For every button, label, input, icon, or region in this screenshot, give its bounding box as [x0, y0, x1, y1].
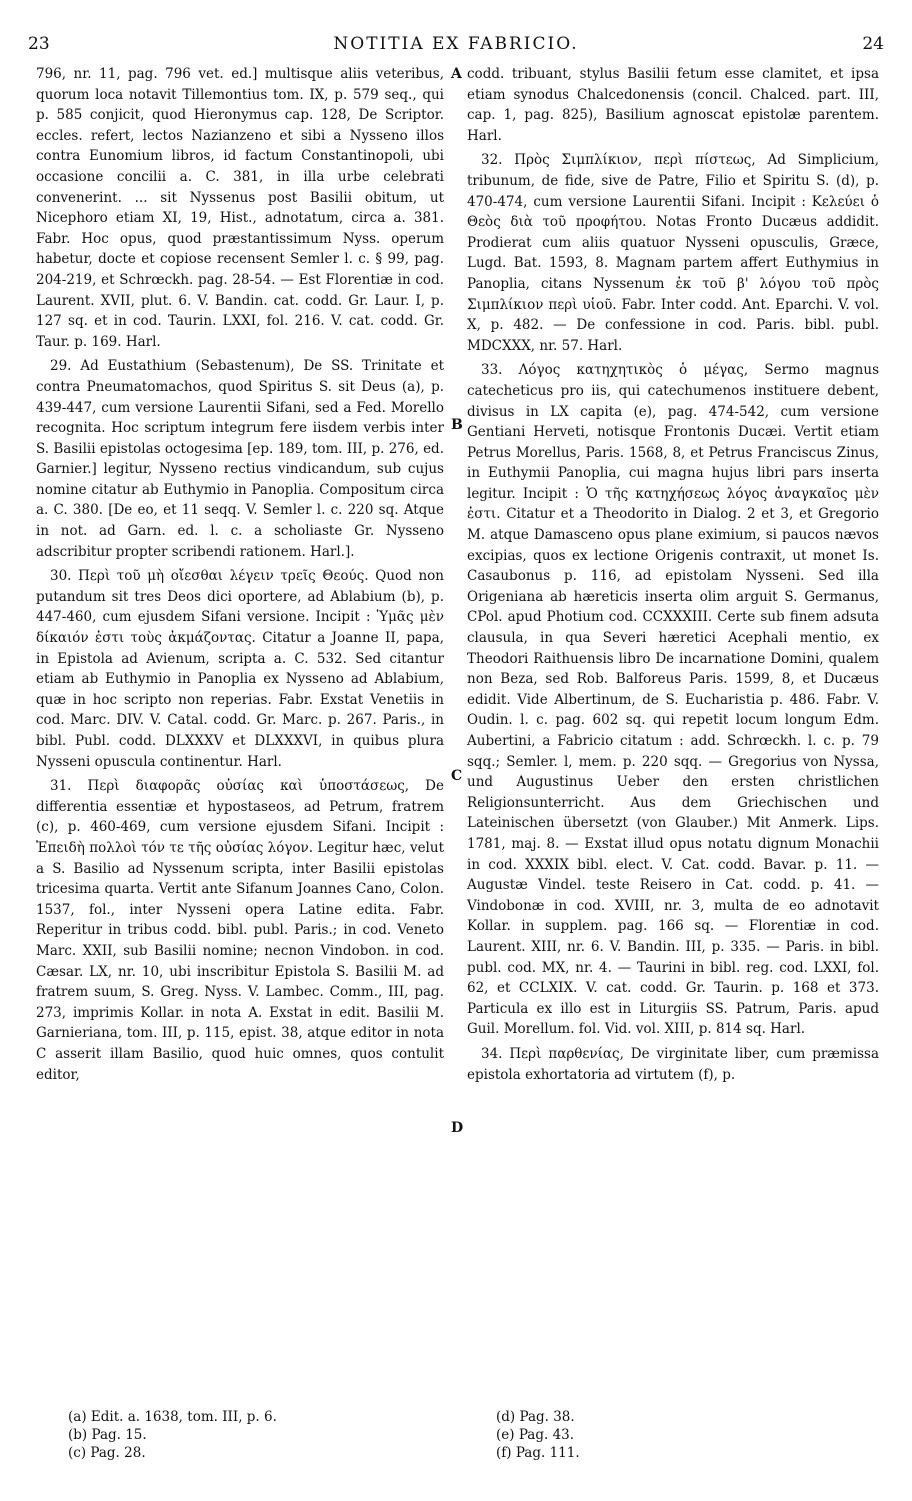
footnote: (b) Pag. 15.	[68, 1427, 147, 1443]
entry-30: 30. Περὶ τοῦ μὴ οἴεσθαι λέγειν τρεῖς Θεούς. Quod non putandum sit tres Deos dici oportere, ad Ablabium (b), p. 447-460, cum ejusdem Sifani versione. Incipit : Ὑμᾶς μὲν δίκαιόν ἐστι τοὺς ἀκμάζοντας. Citatur a Joanne II, papa, in Epistola ad Avienum, scripta a. C. 532. Sed citantur etiam ab Euthymio in Panoplia ex Nysseno ad Ablabium, quæ in hoc scripto non reperias. Fabr. Exstat Venetiis in cod. Marc. DIV. V. Catal. codd. Gr. Marc. p. 267. Paris., in bibl. Publ. codd. DLXXXV et DLXXXVI, in quibus plura Nysseni opuscula continentur. Harl.	[36, 568, 444, 770]
page-title: NOTITIA EX FABRICIO.	[333, 34, 579, 54]
footnote: (a) Edit. a. 1638, tom. III, p. 6.	[68, 1409, 277, 1425]
right-column	[467, 64, 879, 1085]
footnotes-left	[68, 1408, 277, 1462]
margin-marker-a: A	[451, 66, 462, 82]
running-header	[28, 34, 884, 58]
entry-31: 31. Περὶ διαφορᾶς οὐσίας καὶ ὑποστάσεως, De differentia essentiæ et hypostaseos, ad Petrum, fratrem (c), p. 460-469, cum versione ejusdem Sifani. Incipit : Ἐπειδὴ πολλοὶ τόν τε τῆς οὐσίας λόγον. Legitur hæc, velut a S. Basilio ad Nyssenum scripta, inter Basilii epistolas tricesima quarta. Vertit ante Sifanum Joannes Cano, Colon. 1537, fol., inter Nysseni opera Latine edita. Fabr. Reperitur in tribus codd. bibl. publ. Paris.; in cod. Veneto Marc. XXII, sub Basilii nomine; necnon Vindobon. in cod. Cæsar. LX, nr. 10, ubi inscribitur Epistola S. Basilii M. ad fratrem suum, S. Greg. Nyss. V. Lambec. Comm., III, pag. 273, imprimis Kollar. in nota A. Exstat in edit. Basilii M. Garnieriana, tom. III, p. 115, epist. 38, atque editor in nota C asserit illam Basilio, quod huic omnes, quos contulit editor,	[36, 778, 444, 1083]
paragraph-continuation: codd. tribuant, stylus Basilii fetum esse clamitet, et ipsa etiam synodus Chalcedonensis (concil. Chalced. part. III, cap. 1, pag. 825), Basilium agnoscat epistolæ parentem. Harl.	[467, 66, 879, 144]
margin-marker-c: C	[451, 768, 463, 784]
footnote: (e) Pag. 43.	[496, 1427, 575, 1443]
entry-33: 33. Λόγος κατηχητικὸς ὁ μέγας, Sermo magnus catecheticus pro iis, qui catechumenos instituere debent, divisus in LX capita (e), pag. 474-542, cum versione Gentiani Herveti, notisque Frontonis Ducæi. Vertit etiam Petrus Morellus, Paris. 1568, 8, et Petrus Franciscus Zinus, in Euthymii Panoplia, cui magna hujus libri pars inserta legitur. Incipit : Ὁ τῆς κατηχήσεως λόγος ἀναγκαῖος μὲν ἐστι. Citatur et a Theodorito in Dialog. 2 et 3, et Gregorio M. atque Damasceno opus plane eximium, si paucos nævos excipias, quos ex lectione Origenis contraxit, ut monet Is. Casaubonus p. 116, ad epistolam Nysseni. Sed illa Origeniana ab hæreticis inserta olim arguit S. Germanus, CPol. apud Photium cod. CCXXXIII. Certe sub finem adsuta clausula, in qua Severi hæretici Acephali mentio, ex Theodori Raithuensis libro De incarnatione Domini, qualem non Beza, sed Rob. Balforeus Paris. 1599, 8, et Ducæus edidit. Vide Albertinum, de S. Eucharistia p. 486. Fabr. V. Oudin. l. c. pag. 602 sq. qui repetit locum longum Edm. Aubertini, a Fabricio citatum : add. Schrœckh. l. c. p. 79 sqq.; Semler. l, mem. p. 220 sqq. — Gregorius von Nyssa, und Augustinus Ueber den ersten christlichen Religionsunterricht. Aus dem Griechischen und Lateinischen übersetzt (von Glauber.) Mit Anmerk. Lips. 1781, maj. 8. — Exstat illud opus notatu dignum Monachii in cod. XXXIX bibl. elect. V. Cat. codd. Bavar. p. 11. — Augustæ Vindel. teste Reisero in Cat. codd. p. 41. — Vindobonæ in cod. XVIII, nr. 3, multa de eo adnotavit Kollar. in supplem. pag. 166 sq. — Florentiæ in cod. Laurent. XIII, nr. 6. V. Bandin. III, p. 335. — Paris. in bibl. publ. cod. MX, nr. 4. — Taurini in bibl. reg. cod. LXXI, fol. 62, et CCLXIX. V. cat. codd. Gr. Taurin. p. 168 et 373. Particula ex illo est in Liturgiis SS. Patrum, Paris. apud Guil. Morellum. fol. Vid. vol. XIII, p. 814 sq. Harl.	[467, 362, 879, 1038]
margin-marker-d: D	[451, 1120, 464, 1136]
entry-29: 29. Ad Eustathium (Sebastenum), De SS. Trinitate et contra Pneumatomachos, quod Spiritus S. sit Deus (a), p. 439-447, cum versione Laurentii Sifani, sed a Fed. Morello recognita. Hoc scriptum integrum fere iisdem verbis inter S. Basilii epistolas octogesima [ep. 189, tom. III, p. 276, ed. Garnier.] legitur, Nysseno rectius vindicandum, sub cujus nomine citatur ab Euthymio in Panoplia. Compositum circa a. C. 380. [De eo, et 11 seqq. V. Semler l. c. 220 sq. Atque in not. ad Garn. ed. l. c. a scholiaste Gr. Nysseno adscribitur propter scribendi rationem. Harl.].	[36, 358, 444, 560]
footnote: (c) Pag. 28.	[68, 1445, 146, 1461]
left-column	[36, 64, 444, 1085]
left-page-number: 23	[28, 34, 50, 54]
entry-34: 34. Περὶ παρθενίας, De virginitate liber, cum præmissa epistola exhortatoria ad virtutem (f), p.	[467, 1045, 879, 1083]
footnote: (f) Pag. 111.	[496, 1445, 580, 1461]
right-page-number: 24	[862, 34, 884, 54]
footnotes-right	[496, 1408, 580, 1462]
margin-marker-b: B	[451, 417, 463, 433]
paragraph-continuation: 796, nr. 11, pag. 796 vet. ed.] multisque aliis veteribus, quorum loca notavit Tillemontius tom. IX, p. 579 seq., qui p. 585 conjicit, quod Hieronymus cap. 128, De Scriptor. eccles. refert, lectos Nazianzeno et sibi a Nysseno illos contra Eunomium libros, id factum Constantinopoli, ubi occasione concilii a. C. 381, in illa urbe celebrati convenerint. ... sit Nyssenus post Basilii obitum, ut Nicephoro etiam XI, 19, Hist., adnotatum, circa a. 381. Fabr. Hoc opus, quod præstantissimum Nyss. operum habetur, docte et copiose recensent Semler l. c. § 99, pag. 204-219, et Schrœckh. pag. 28-54. — Est Florentiæ in cod. Laurent. XVII, plut. 6. V. Bandin. cat. codd. Gr. Laur. I, p. 127 sq. et in cod. Taurin. LXXI, fol. 216. V. cat. codd. Gr. Taur. p. 169. Harl.	[36, 66, 444, 350]
entry-32: 32. Πρὸς Σιμπλίκιον, περὶ πίστεως, Ad Simplicium, tribunum, de fide, sive de Patre, Filio et Spiritu S. (d), p. 470-474, cum versione Laurentii Sifani. Incipit : Κελεύει ὁ Θεὸς διὰ τοῦ προφήτου. Notas Fronto Ducæus addidit. Prodierat cum aliis quatuor Nysseni opusculis, Græce, Lugd. Bat. 1593, 8. Magnam partem affert Euthymius in Panoplia, citans Nyssenum ἐκ τοῦ β' λόγου τοῦ πρὸς Σιμπλίκιον περὶ υἱοῦ. Fabr. Inter codd. Ant. Eparchi. V. vol. X, p. 482. — De confessione in cod. Paris. bibl. publ. MDCXXX, nr. 57. Harl.	[467, 152, 879, 354]
footnote: (d) Pag. 38.	[496, 1409, 575, 1425]
